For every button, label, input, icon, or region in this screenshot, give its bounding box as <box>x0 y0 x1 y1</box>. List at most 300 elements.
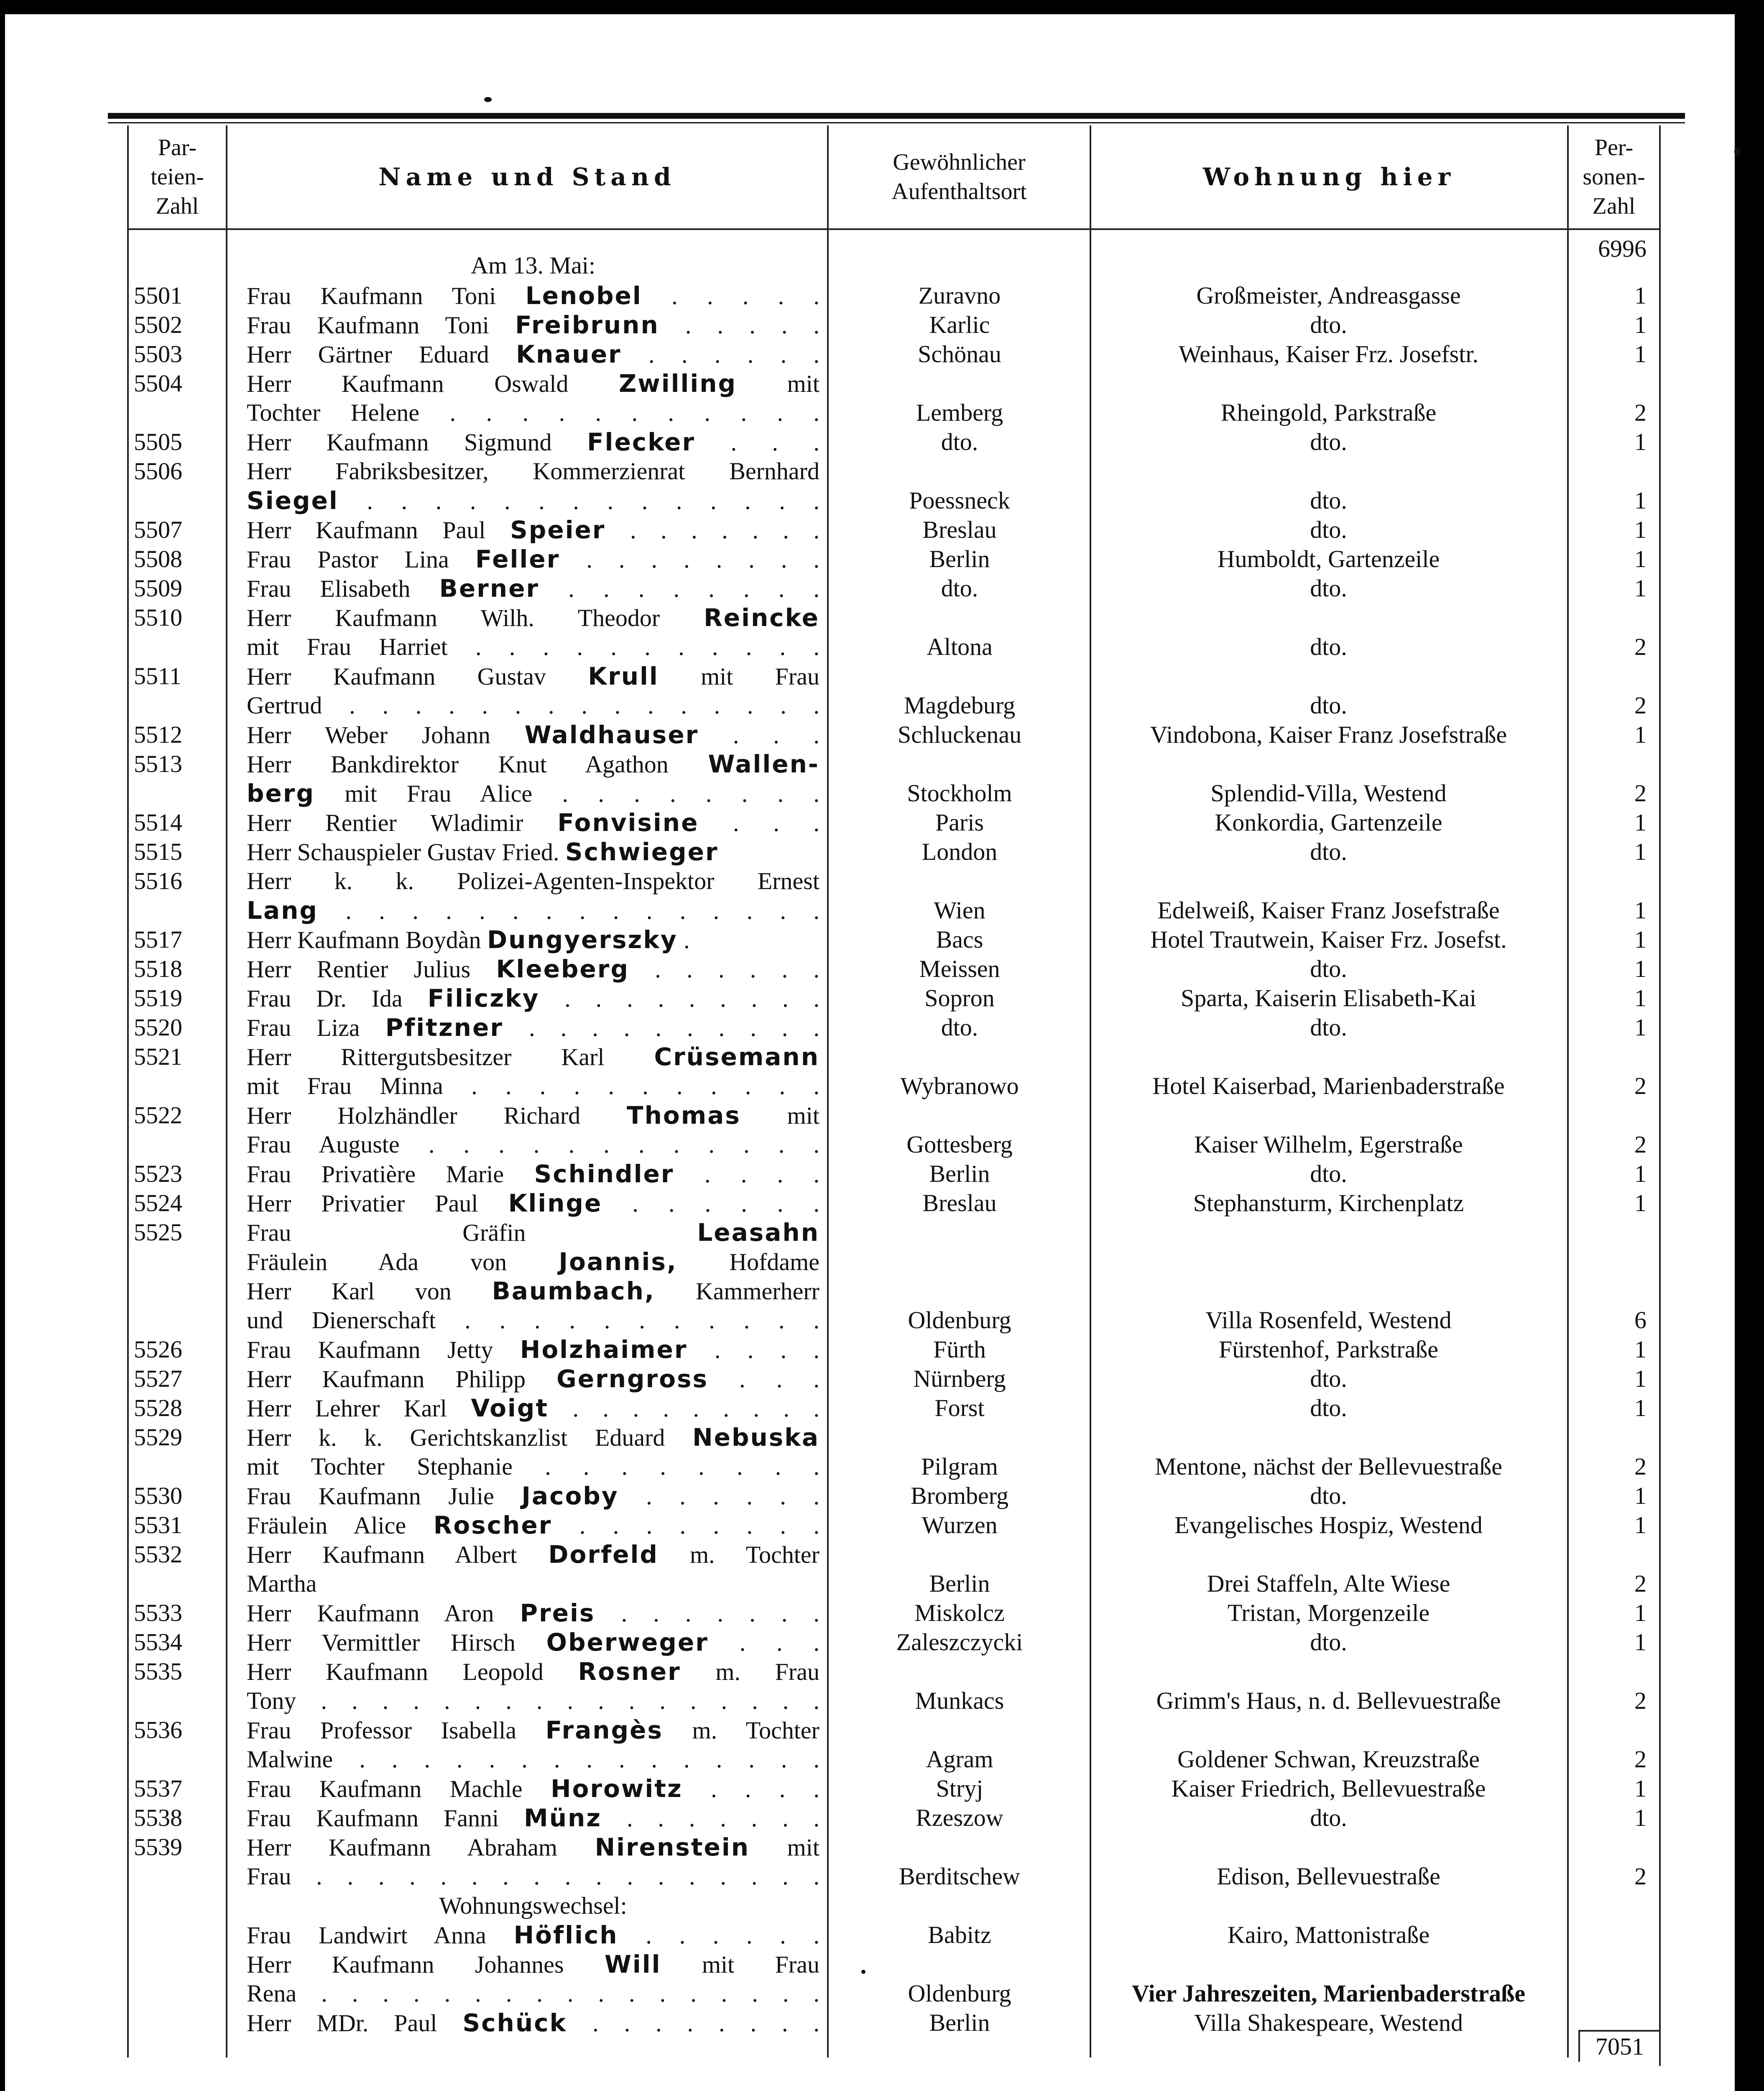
name-line <box>247 281 819 310</box>
person-count-value: 1 <box>1634 575 1647 602</box>
name-text: Fräulein Ada von <box>247 1248 559 1276</box>
surname: Fonvisine <box>557 808 699 837</box>
person-count <box>1567 1481 1655 1511</box>
person-count <box>1567 515 1655 544</box>
name-text: Herr Kaufmann Wilh. Theodor <box>247 604 704 631</box>
usual-residence: Oldenburg <box>908 1306 1011 1334</box>
name-line <box>247 1920 819 1950</box>
header-name: Name und Stand <box>378 163 676 191</box>
person-count <box>1567 984 1655 1013</box>
name-text: Frau Kaufmann Jetty <box>247 1336 520 1363</box>
surname: Baumbach, <box>492 1277 655 1305</box>
surname: Kleeberg <box>496 955 629 983</box>
surname: Horowitz <box>550 1774 683 1803</box>
lodging-here: Großmeister, Andreasgasse <box>1196 282 1461 309</box>
name-text: Gertrud . . . . . . . . . . . . . . . <box>247 692 819 719</box>
name-text: Herr Rittergutsbesitzer Karl <box>247 1043 654 1071</box>
entry-number: 5515 <box>134 838 182 865</box>
col-rule-right <box>1659 125 1661 2066</box>
person-count-value: 1 <box>1634 838 1647 865</box>
name-text: Hofdame <box>677 1248 819 1276</box>
usual-residence: Lemberg <box>916 399 1003 426</box>
usual-residence: Stockholm <box>907 780 1012 807</box>
lodging-here: dto. <box>1310 633 1347 660</box>
name-text: Herr MDr. Paul <box>247 2009 463 2037</box>
person-count-value: 1 <box>1634 1628 1647 1656</box>
person-count <box>1567 1452 1655 1481</box>
usual-residence: Zaleszczycki <box>896 1628 1023 1656</box>
name-line <box>247 1042 819 1071</box>
lodging-here: Rheingold, Parkstraße <box>1220 399 1437 426</box>
name-line <box>247 1715 819 1745</box>
lodging-here: dto. <box>1310 1365 1347 1392</box>
surname: Gerngross <box>557 1365 709 1393</box>
usual-residence: Pilgram <box>921 1453 998 1480</box>
name-line <box>247 544 819 574</box>
name-line <box>247 1335 819 1364</box>
person-count-value: 1 <box>1634 984 1647 1012</box>
name-line <box>247 1013 819 1042</box>
person-count <box>1567 808 1655 837</box>
name-text: Frau Auguste . . . . . . . . . . . . <box>247 1131 819 1158</box>
lodging-here: dto. <box>1310 575 1347 602</box>
name-text: Herr k. k. Polizei-Agenten-Inspektor Ernest <box>247 867 819 895</box>
person-count <box>1567 1159 1655 1189</box>
name-text: mit <box>740 1102 819 1129</box>
name-text: . . . . . . . <box>605 516 819 544</box>
lodging-here: dto. <box>1310 1482 1347 1509</box>
name-text: mit <box>737 370 819 397</box>
name-text: . . . . . . . . . <box>539 985 819 1012</box>
name-text: . . . . . . . <box>602 1805 819 1832</box>
name-text: . . . <box>708 1629 819 1656</box>
lodging-here: Splendid-Villa, Westend <box>1210 780 1447 807</box>
entry-number: 5501 <box>134 282 182 309</box>
name-text: Frau Pastor Lina <box>247 546 475 573</box>
surname: Pfitzner <box>385 1013 503 1042</box>
person-count <box>1567 1598 1655 1628</box>
entry-number: 5517 <box>134 926 182 953</box>
entry-number: 5539 <box>134 1833 182 1861</box>
name-text: . . . . . . . . <box>567 2009 819 2037</box>
surname: Jacoby <box>521 1482 619 1510</box>
person-count <box>1567 1189 1655 1218</box>
entry-number: 5529 <box>134 1424 182 1451</box>
name-line <box>247 1833 819 1862</box>
usual-residence: Bacs <box>936 926 983 953</box>
usual-residence: Babitz <box>928 1921 991 1948</box>
name-text: Frau Elisabeth <box>247 575 439 602</box>
entry-number: 5530 <box>134 1482 182 1509</box>
person-count-value: 1 <box>1634 955 1647 982</box>
name-text: Herr Fabriksbesitzer, Kommerzienrat Bernhard <box>247 458 819 485</box>
entry-number: 5538 <box>134 1804 182 1831</box>
person-count <box>1567 954 1655 984</box>
header-party-count: Par- teien- Zahl <box>151 135 204 219</box>
person-count <box>1567 486 1655 515</box>
entry-number: 5506 <box>134 458 182 485</box>
name-text: Herr Schauspieler Gustav Fried. <box>247 838 565 866</box>
surname: Oberweger <box>546 1628 709 1656</box>
usual-residence: Breslau <box>922 1189 997 1217</box>
name-text: . <box>677 926 690 953</box>
lodging-here: Drei Staffeln, Alte Wiese <box>1207 1570 1450 1597</box>
person-count-value: 1 <box>1634 311 1647 338</box>
entry-number: 5509 <box>134 575 182 602</box>
name-text: Herr Vermittler Hirsch <box>247 1629 546 1656</box>
usual-residence: Berlin <box>929 545 990 573</box>
name-text: m. Frau <box>681 1658 819 1685</box>
name-line <box>247 691 819 720</box>
entry-number: 5516 <box>134 867 182 895</box>
entry-number: 5503 <box>134 340 182 368</box>
name-text: . . . . . . . . . . . . . . <box>338 487 819 514</box>
surname: Thomas <box>627 1101 741 1130</box>
name-line <box>247 1657 819 1686</box>
name-text: . . . . . . . . <box>552 1512 819 1539</box>
name-text: Frau Liza <box>247 1014 385 1041</box>
name-line <box>247 1159 819 1189</box>
name-text: . . . <box>699 721 819 749</box>
name-text: Herr Kaufmann Philipp <box>247 1365 557 1393</box>
name-line <box>247 662 819 691</box>
surname: Schwieger <box>565 838 719 866</box>
usual-residence: Breslau <box>922 516 997 543</box>
name-text: Herr Kaufmann Abraham <box>247 1834 595 1861</box>
person-count-value: 2 <box>1634 1131 1647 1158</box>
name-line <box>247 925 819 954</box>
usual-residence: Meissen <box>919 955 1000 982</box>
name-text: . . . . . <box>659 312 819 339</box>
entry-number: 5526 <box>134 1336 182 1363</box>
lodging-here: dto. <box>1310 428 1347 455</box>
person-count <box>1567 574 1655 603</box>
name-text: Frau Kaufmann Fanni <box>247 1805 524 1832</box>
usual-residence: Berlin <box>929 2009 990 2036</box>
person-count-value: 1 <box>1634 1014 1647 1041</box>
person-count-value: 1 <box>1634 1599 1647 1626</box>
name-line <box>247 1511 819 1540</box>
person-count <box>1567 837 1655 867</box>
entry-number: 5533 <box>134 1599 182 1626</box>
usual-residence: Schönau <box>918 340 1001 368</box>
name-text: Rena . . . . . . . . . . . . . . . . . <box>247 1980 819 2007</box>
name-text: . . . . . . <box>621 341 819 368</box>
surname: Höflich <box>513 1921 618 1949</box>
person-count-value: 1 <box>1634 721 1647 748</box>
usual-residence: Nürnberg <box>913 1365 1006 1392</box>
ink-speck <box>1734 147 1740 156</box>
lodging-here: dto. <box>1310 692 1347 719</box>
person-count-value: 2 <box>1634 399 1647 426</box>
entry-number: 5527 <box>134 1365 182 1392</box>
person-count <box>1567 1071 1655 1101</box>
usual-residence: dto. <box>941 575 978 602</box>
person-count <box>1567 1013 1655 1042</box>
name-text: Herr Bankdirektor Knut Agathon <box>247 751 708 778</box>
name-text: mit Tochter Stephanie . . . . . . . . <box>247 1453 819 1480</box>
person-count <box>1567 544 1655 574</box>
surname: Joannis, <box>559 1247 677 1276</box>
surname: Knauer <box>516 340 622 368</box>
usual-residence: Berlin <box>929 1160 990 1187</box>
person-count <box>1567 340 1655 369</box>
header-residence: Wohnung hier <box>1202 163 1456 191</box>
person-count-value: 2 <box>1634 1570 1647 1597</box>
name-text: mit Frau <box>661 1951 819 1978</box>
name-line <box>247 1393 819 1423</box>
lodging-here: dto. <box>1310 1628 1347 1656</box>
name-line <box>247 1189 819 1218</box>
entry-number: 5521 <box>134 1043 182 1070</box>
usual-residence: London <box>922 838 998 865</box>
name-text: . . . <box>699 809 819 836</box>
usual-residence: Wybranowo <box>900 1072 1019 1099</box>
lodging-here: dto. <box>1310 516 1347 543</box>
surname: Frangès <box>545 1716 663 1744</box>
entry-number: 5502 <box>134 311 182 338</box>
name-text: . . . . . . <box>629 956 819 983</box>
person-count <box>1567 1803 1655 1833</box>
name-text: . . . . . . <box>602 1190 819 1217</box>
person-count <box>1567 1335 1655 1364</box>
surname: Crüsemann <box>654 1043 819 1071</box>
person-count-value: 1 <box>1634 340 1647 368</box>
lodging-here: Vindobona, Kaiser Franz Josefstraße <box>1150 721 1507 748</box>
lodging-here: Goldener Schwan, Kreuzstraße <box>1177 1746 1480 1773</box>
entry-number: 5519 <box>134 984 182 1012</box>
name-text: mit Frau Alice . . . . . . . . <box>314 780 819 807</box>
header-location: Gewöhnlicher Aufenthaltsort <box>891 149 1027 204</box>
surname: Lenobel <box>525 281 642 310</box>
person-count-value: 1 <box>1634 1365 1647 1392</box>
usual-residence: dto. <box>941 1014 978 1041</box>
lodging-here: Fürstenhof, Parkstraße <box>1218 1336 1439 1363</box>
surname: Dungyerszky <box>487 925 678 954</box>
name-line <box>247 1218 819 1247</box>
date-heading: Am 13. Mai: <box>470 252 596 279</box>
usual-residence: Paris <box>935 809 984 836</box>
name-text: mit <box>750 1834 819 1861</box>
person-count-value: 1 <box>1634 809 1647 836</box>
name-text: Herr Kaufmann Gustav <box>247 663 588 690</box>
name-text: Tony . . . . . . . . . . . . . . . . . <box>247 1687 819 1714</box>
name-text: Frau Gräfin <box>247 1219 697 1246</box>
name-line <box>247 867 819 896</box>
person-count-value: 2 <box>1634 692 1647 719</box>
name-text: mit Frau <box>659 663 819 690</box>
usual-residence: Gottesberg <box>906 1131 1013 1158</box>
name-line <box>247 1774 819 1803</box>
entry-number: 5535 <box>134 1658 182 1685</box>
entry-number: 5524 <box>134 1189 182 1217</box>
person-count <box>1567 720 1655 749</box>
name-text: Herr k. k. Gerichtskanzlist Eduard <box>247 1424 693 1451</box>
usual-residence: Miskolcz <box>914 1599 1005 1626</box>
person-count-value: 1 <box>1634 545 1647 573</box>
name-text: Herr Kaufmann Sigmund <box>247 429 587 456</box>
name-text: m. Tochter <box>658 1541 819 1568</box>
lodging-here: Edison, Bellevuestraße <box>1217 1863 1440 1890</box>
entry-number: 5531 <box>134 1511 182 1539</box>
usual-residence: Schluckenau <box>897 721 1022 748</box>
surname: Nirenstein <box>595 1833 750 1861</box>
usual-residence: Fürth <box>933 1336 986 1363</box>
name-text: . . . . . . . <box>595 1600 819 1627</box>
top-rule-thin <box>108 122 1685 123</box>
person-count <box>1567 632 1655 662</box>
lodging-here: dto. <box>1310 1394 1347 1421</box>
entry-number: 5512 <box>134 721 182 748</box>
surname: Wallen- <box>708 750 819 778</box>
header-rule <box>127 228 1659 230</box>
name-line <box>247 779 819 808</box>
name-line <box>247 603 819 632</box>
name-line <box>247 574 819 603</box>
person-count-value: 1 <box>1634 282 1647 309</box>
name-text: Herr Rentier Wladimir <box>247 809 558 836</box>
name-text: . . . . <box>682 1775 819 1802</box>
top-rule <box>108 113 1685 119</box>
person-count-value: 1 <box>1634 1775 1647 1802</box>
final-total: 7051 <box>1578 2030 1659 2062</box>
person-count-value: 1 <box>1634 516 1647 543</box>
name-text: . . . . <box>674 1161 819 1188</box>
person-count <box>1567 1628 1655 1657</box>
name-text: Herr Karl von <box>247 1278 492 1305</box>
ink-speck <box>484 97 492 102</box>
surname: Reincke <box>704 603 819 632</box>
usual-residence: dto. <box>941 428 978 455</box>
name-text: Herr Privatier Paul <box>247 1190 508 1217</box>
entry-number: 5520 <box>134 1014 182 1041</box>
name-text: Frau Kaufmann Machle <box>247 1775 551 1802</box>
name-line <box>247 632 819 662</box>
lodging-here: Weinhaus, Kaiser Frz. Josefstr. <box>1179 340 1478 368</box>
name-line <box>247 340 819 369</box>
person-count <box>1567 1569 1655 1598</box>
name-line <box>247 515 819 544</box>
entry-number: 5505 <box>134 428 182 455</box>
name-line <box>247 427 819 457</box>
name-text: Martha <box>247 1570 317 1597</box>
name-text: Herr Kaufmann Aron <box>247 1600 520 1627</box>
name-text: Herr Gärtner Eduard <box>247 341 516 368</box>
name-text: Herr Lehrer Karl <box>247 1395 471 1422</box>
person-count <box>1567 1130 1655 1159</box>
name-text: Tochter Helene . . . . . . . . . . . <box>247 399 819 426</box>
name-line <box>247 1423 819 1452</box>
entry-number: 5511 <box>134 662 181 690</box>
name-line <box>247 310 819 340</box>
person-count <box>1567 1745 1655 1774</box>
person-count-value: 1 <box>1634 487 1647 514</box>
name-line <box>247 2008 819 2037</box>
lodging-here: dto. <box>1310 487 1347 514</box>
surname: Klinge <box>508 1189 602 1217</box>
entry-number: 5504 <box>134 370 182 397</box>
person-count-value: 1 <box>1634 428 1647 455</box>
lodging-here: Hotel Kaiserbad, Marienbaderstraße <box>1152 1072 1505 1099</box>
surname: Will <box>604 1950 661 1979</box>
name-line <box>247 1540 819 1569</box>
name-line <box>247 1071 819 1101</box>
name-text: Herr Kaufmann Boydàn <box>247 926 487 953</box>
name-line <box>247 1569 819 1598</box>
lodging-here: Kaiser Wilhelm, Egerstraße <box>1194 1131 1463 1158</box>
header-persons: Per- sonen- Zahl <box>1583 135 1645 219</box>
entry-number: 5514 <box>134 809 182 836</box>
person-count-value: 1 <box>1634 1804 1647 1831</box>
name-text: Frau Kaufmann Julie <box>247 1483 522 1510</box>
name-text: mit Frau Minna . . . . . . . . . . . <box>247 1072 819 1099</box>
person-count <box>1567 310 1655 340</box>
carry-over-total: 6996 <box>1598 235 1647 262</box>
person-count-value: 1 <box>1634 897 1647 924</box>
name-text: Herr Kaufmann Johannes <box>247 1951 605 1978</box>
person-count-value: 1 <box>1634 1189 1647 1217</box>
name-text: . . . . . . . . . . . . . . . <box>318 897 819 924</box>
entry-number: 5508 <box>134 545 182 573</box>
surname: Schück <box>462 2009 567 2037</box>
name-text: Frau Landwirt Anna <box>247 1922 514 1949</box>
person-count <box>1567 1511 1655 1540</box>
name-line <box>247 1481 819 1511</box>
name-line <box>247 1598 819 1628</box>
lodging-here: Edelweiß, Kaiser Franz Josefstraße <box>1157 897 1500 924</box>
name-line <box>247 1950 819 1979</box>
lodging-here: Kaiser Friedrich, Bellevuestraße <box>1171 1775 1486 1802</box>
surname: Berner <box>439 574 540 603</box>
surname: Dorfeld <box>548 1540 659 1569</box>
usual-residence: Munkacs <box>915 1687 1004 1714</box>
name-text: . . . . . . <box>618 1922 819 1949</box>
person-count <box>1567 281 1655 310</box>
person-count-value: 2 <box>1634 633 1647 660</box>
name-line <box>247 720 819 749</box>
lodging-here: Hotel Trautwein, Kaiser Frz. Josefst. <box>1150 926 1507 953</box>
name-text: Malwine . . . . . . . . . . . . . . . <box>247 1746 819 1773</box>
name-text: Herr Rentier Julius <box>247 956 496 983</box>
entry-number: 5525 <box>134 1219 182 1246</box>
person-count <box>1567 1686 1655 1715</box>
name-line <box>247 1628 819 1657</box>
name-text: Herr Kaufmann Leopold <box>247 1658 578 1685</box>
lodging-here: Sparta, Kaiserin Elisabeth-Kai <box>1180 984 1477 1012</box>
name-line <box>247 457 819 486</box>
name-line <box>247 1247 819 1276</box>
person-count <box>1567 779 1655 808</box>
usual-residence: Oldenburg <box>908 1980 1011 2007</box>
lodging-here: dto. <box>1310 1014 1347 1041</box>
name-text: Herr Kaufmann Oswald <box>247 370 619 397</box>
name-text: . . . . . . . . <box>539 575 819 602</box>
person-count-value: 2 <box>1634 1863 1647 1890</box>
name-text: Herr Holzhändler Richard <box>247 1102 627 1129</box>
usual-residence: Karlic <box>929 311 990 338</box>
person-count-value: 1 <box>1634 1336 1647 1363</box>
lodging-here: Kairo, Mattonistraße <box>1227 1921 1430 1948</box>
entry-number: 5510 <box>134 604 182 631</box>
surname: Holzhaimer <box>520 1335 688 1364</box>
name-text: Frau Dr. Ida <box>247 985 428 1012</box>
person-count <box>1567 1364 1655 1393</box>
person-count <box>1567 1862 1655 1891</box>
lodging-here: Mentone, nächst der Bellevuestraße <box>1154 1453 1503 1480</box>
name-line <box>247 1862 819 1891</box>
col-rule-left <box>127 125 129 2058</box>
usual-residence: Altona <box>927 633 993 660</box>
